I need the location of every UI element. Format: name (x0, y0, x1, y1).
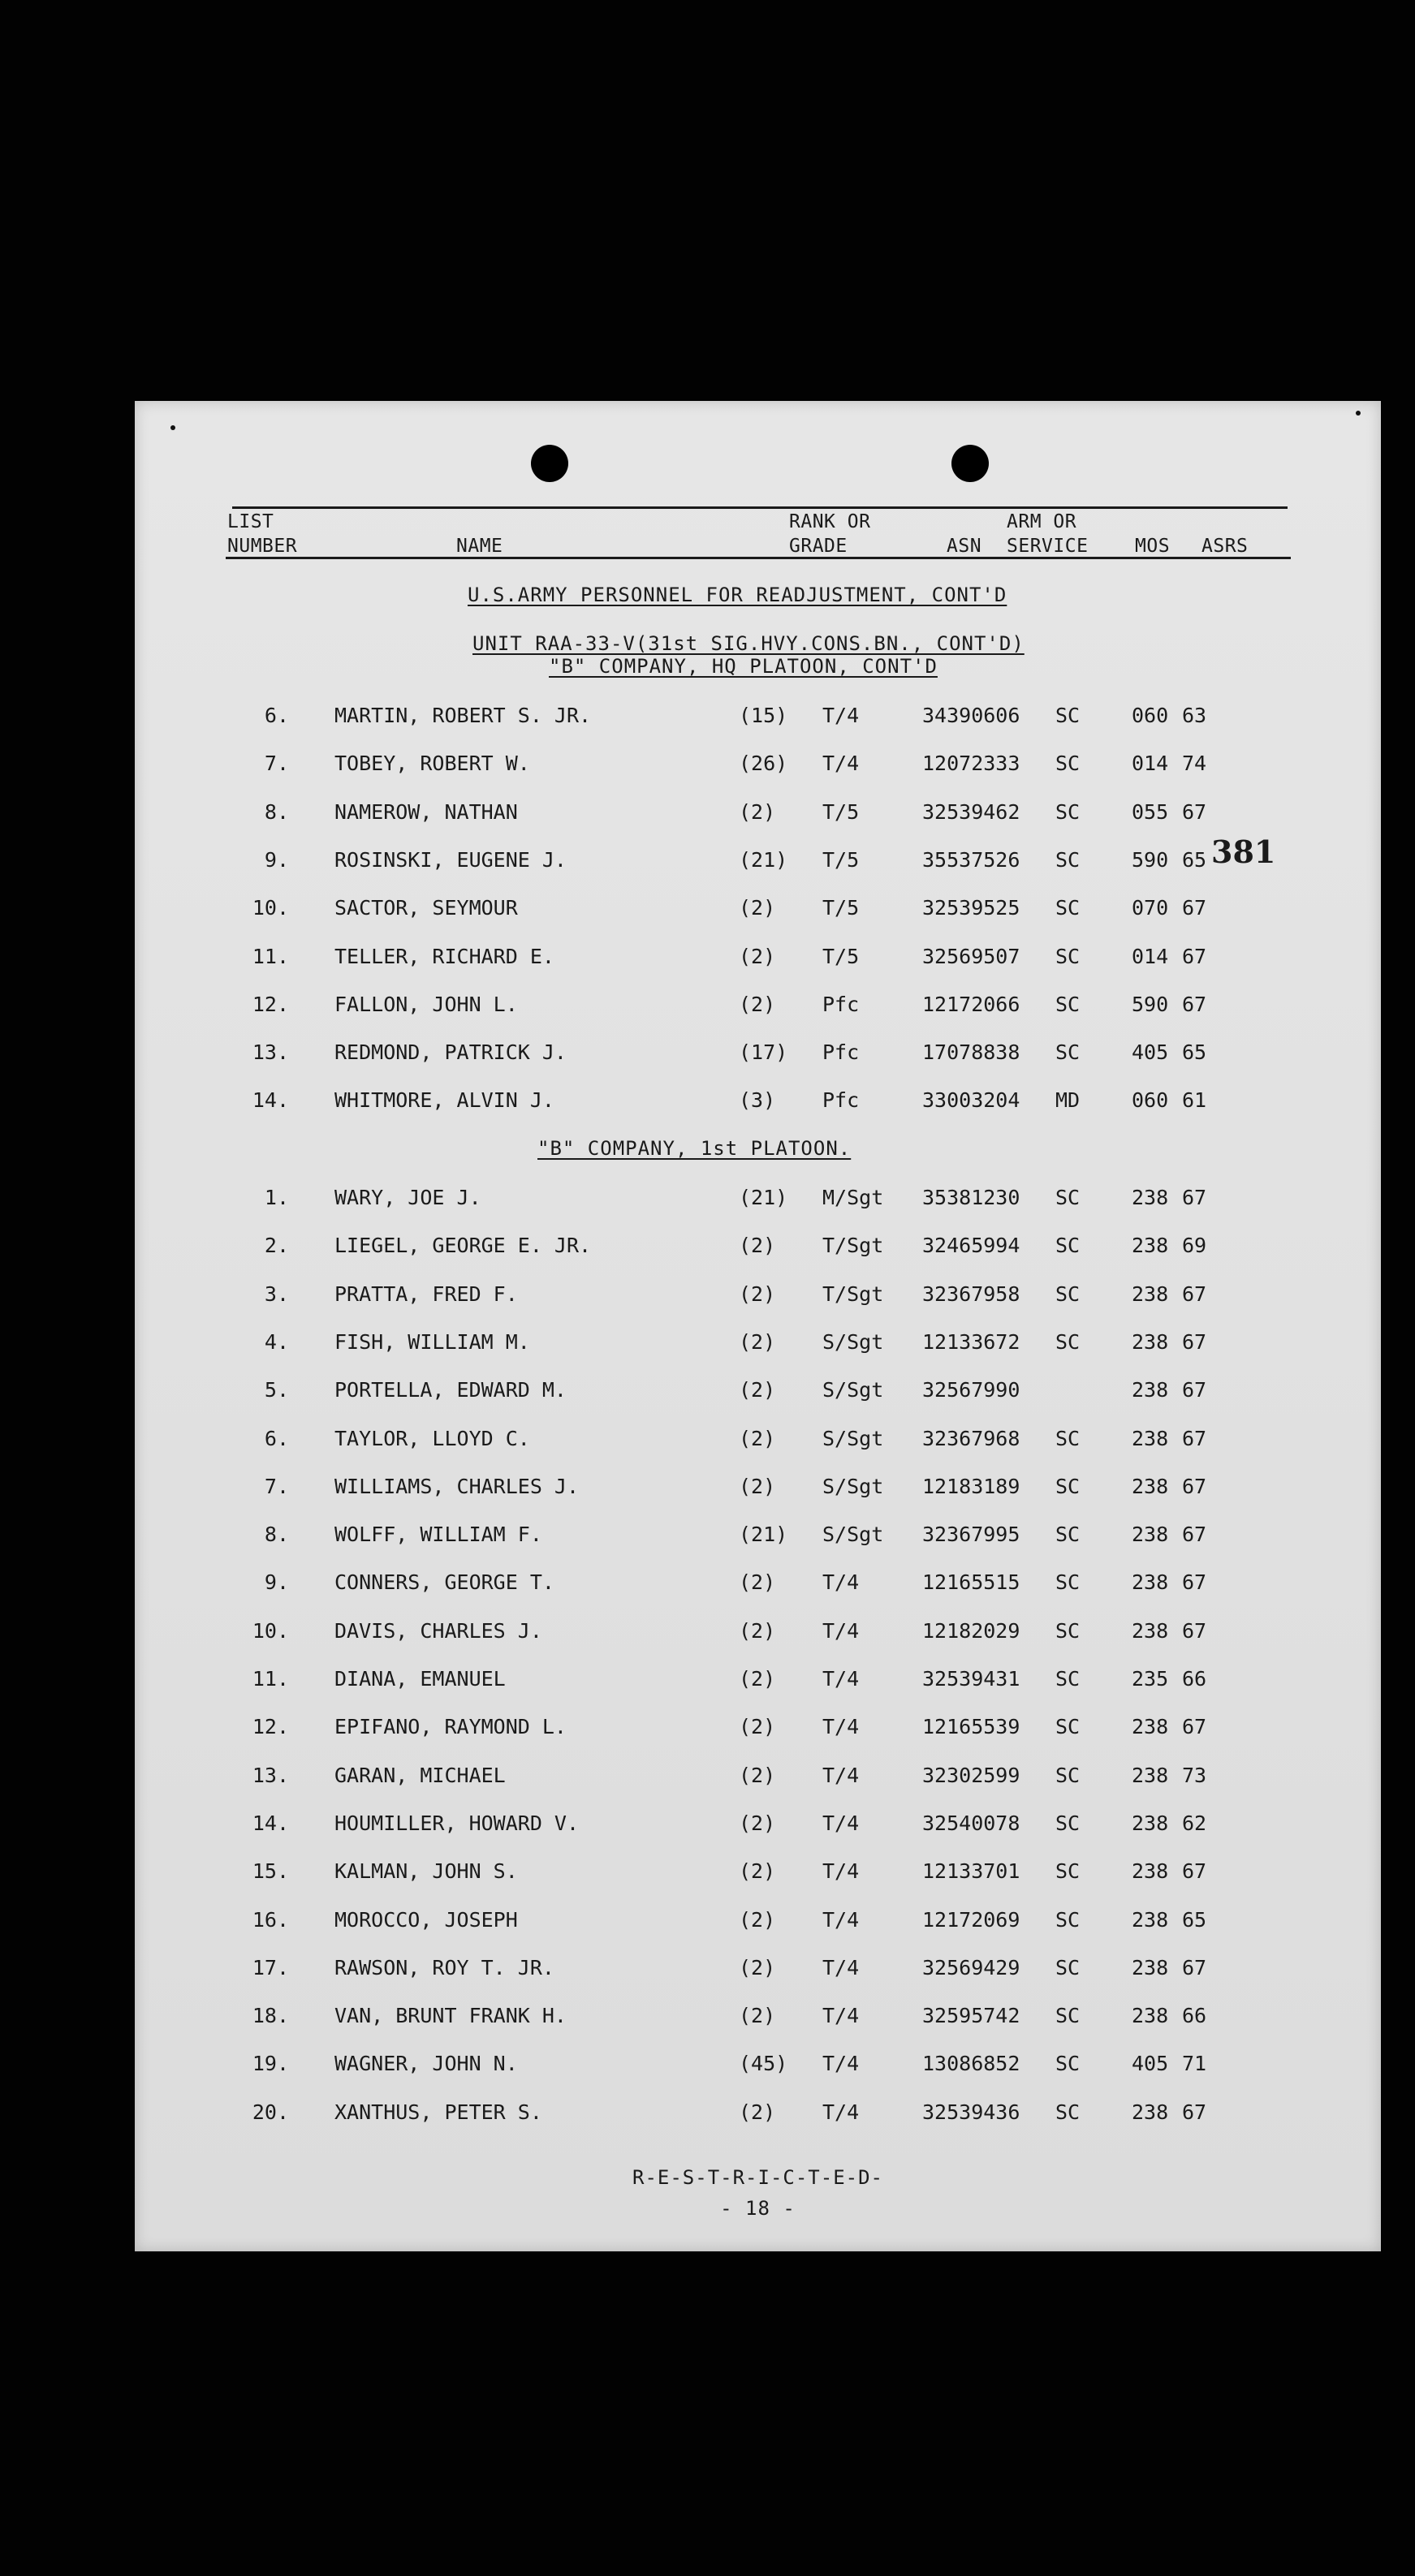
cell-asrs: 73 (1182, 1763, 1207, 1787)
table-row (135, 796, 1381, 829)
cell-asrs: 67 (1182, 2100, 1207, 2124)
cell-asrs: 67 (1182, 896, 1207, 920)
cell-asn: 12133701 (922, 1859, 1020, 1884)
cell-arm-or-service: SC (1055, 1570, 1081, 1595)
cell-asn: 12183189 (922, 1474, 1020, 1498)
cell-name: REDMOND, PATRICK J. (334, 1040, 567, 1065)
cell-rank: S/Sgt (822, 1426, 884, 1450)
cell-asn: 32367968 (922, 1426, 1020, 1450)
cell-mos: 060 (1132, 1088, 1169, 1113)
header-bottom-rule (226, 557, 1291, 559)
cell-mos: 238 (1132, 2100, 1169, 2124)
unit-title: UNIT RAA-33-V(31st SIG.HVY.CONS.BN., CONT'D) (472, 632, 1025, 655)
cell-name: TAYLOR, LLOYD C. (334, 1426, 530, 1450)
cell-asrs: 67 (1182, 1282, 1207, 1306)
cell-code: (2) (739, 1329, 776, 1354)
cell-asn: 12133672 (922, 1329, 1020, 1354)
cell-mos: 238 (1132, 1570, 1169, 1595)
main-title: U.S.ARMY PERSONNEL FOR READJUSTMENT, CONT'D (468, 584, 1007, 606)
cell-mos: 238 (1132, 1186, 1169, 1209)
table-row (135, 1471, 1381, 1503)
cell-asrs: 71 (1182, 2052, 1207, 2076)
cell-asrs: 67 (1182, 1618, 1207, 1643)
cell-name: PORTELLA, EDWARD M. (334, 1378, 567, 1402)
cell-list-number: 20. (252, 2100, 289, 2124)
table-row (135, 1518, 1381, 1551)
cell-rank: M/Sgt (822, 1186, 884, 1209)
cell-rank: Pfc (822, 992, 860, 1016)
cell-name: CONNERS, GEORGE T. (334, 1570, 554, 1595)
cell-rank: S/Sgt (822, 1378, 884, 1402)
cell-asrs: 63 (1182, 704, 1207, 727)
cell-asrs: 67 (1182, 1378, 1207, 1402)
cell-code: (3) (739, 1088, 776, 1113)
cell-rank: S/Sgt (822, 1474, 884, 1498)
cell-mos: 405 (1132, 1040, 1169, 1065)
cell-code: (15) (739, 704, 788, 727)
table-row (135, 700, 1381, 732)
cell-mos: 238 (1132, 1618, 1169, 1643)
cell-arm-or-service: SC (1055, 1040, 1081, 1065)
cell-mos: 238 (1132, 1859, 1169, 1884)
cell-mos: 070 (1132, 896, 1169, 920)
cell-rank: T/4 (822, 752, 860, 776)
cell-mos: 238 (1132, 1329, 1169, 1354)
cell-list-number: 2. (264, 1234, 289, 1258)
cell-code: (2) (739, 799, 776, 824)
cell-list-number: 9. (264, 1570, 289, 1595)
cell-code: (2) (739, 1474, 776, 1498)
table-row (135, 1855, 1381, 1888)
cell-code: (2) (739, 2004, 776, 2028)
cell-asn: 32539436 (922, 2100, 1020, 2124)
cell-asn: 35537526 (922, 847, 1020, 872)
header-asn: ASN (947, 536, 982, 557)
cell-mos: 238 (1132, 1474, 1169, 1498)
cell-rank: T/5 (822, 799, 860, 824)
cell-asn: 34390606 (922, 704, 1020, 727)
table-row (135, 1036, 1381, 1069)
cell-code: (2) (739, 944, 776, 968)
cell-arm-or-service: SC (1055, 704, 1081, 727)
cell-mos: 238 (1132, 1282, 1169, 1306)
cell-mos: 014 (1132, 944, 1169, 968)
cell-mos: 238 (1132, 1763, 1169, 1787)
cell-asrs: 62 (1182, 1811, 1207, 1835)
cell-name: FALLON, JOHN L. (334, 992, 518, 1016)
cell-name: DAVIS, CHARLES J. (334, 1618, 542, 1643)
cell-arm-or-service: SC (1055, 1186, 1081, 1209)
cell-code: (2) (739, 1955, 776, 1979)
table-row (135, 1566, 1381, 1599)
cell-list-number: 10. (252, 1618, 289, 1643)
cell-mos: 014 (1132, 752, 1169, 776)
cell-mos: 235 (1132, 1667, 1169, 1691)
cell-name: VAN, BRUNT FRANK H. (334, 2004, 567, 2028)
cell-list-number: 6. (264, 1426, 289, 1450)
cell-rank: T/4 (822, 2100, 860, 2124)
cell-mos: 238 (1132, 1715, 1169, 1739)
cell-asn: 12165539 (922, 1715, 1020, 1739)
header-asrs: ASRS (1201, 536, 1249, 557)
cell-list-number: 18. (252, 2004, 289, 2028)
cell-asn: 13086852 (922, 2052, 1020, 2076)
cell-list-number: 11. (252, 944, 289, 968)
cell-mos: 238 (1132, 1955, 1169, 1979)
cell-arm-or-service: MD (1055, 1088, 1081, 1113)
cell-rank: T/4 (822, 1715, 860, 1739)
cell-asn: 12172069 (922, 1907, 1020, 1932)
cell-code: (2) (739, 992, 776, 1016)
cell-asn: 32567990 (922, 1378, 1020, 1402)
table-row (135, 2096, 1381, 2129)
cell-asn: 32595742 (922, 2004, 1020, 2028)
cell-name: EPIFANO, RAYMOND L. (334, 1715, 567, 1739)
cell-asrs: 67 (1182, 1715, 1207, 1739)
cell-name: WILLIAMS, CHARLES J. (334, 1474, 580, 1498)
table-row (135, 1760, 1381, 1792)
cell-arm-or-service: SC (1055, 1715, 1081, 1739)
cell-arm-or-service: SC (1055, 2052, 1081, 2076)
cell-code: (26) (739, 752, 788, 776)
cell-code: (2) (739, 1282, 776, 1306)
paper-speck (170, 425, 175, 430)
table-row (135, 1326, 1381, 1359)
cell-list-number: 9. (264, 847, 289, 872)
cell-asn: 35381230 (922, 1186, 1020, 1209)
cell-asn: 32465994 (922, 1234, 1020, 1258)
cell-arm-or-service: SC (1055, 1907, 1081, 1932)
punch-hole-left (531, 445, 568, 482)
table-row (135, 1084, 1381, 1117)
cell-mos: 238 (1132, 1378, 1169, 1402)
cell-list-number: 13. (252, 1763, 289, 1787)
cell-list-number: 12. (252, 1715, 289, 1739)
cell-asn: 33003204 (922, 1088, 1020, 1113)
cell-arm-or-service: SC (1055, 1955, 1081, 1979)
cell-name: PRATTA, FRED F. (334, 1282, 518, 1306)
cell-rank: T/4 (822, 1570, 860, 1595)
cell-list-number: 1. (264, 1186, 289, 1209)
cell-rank: T/4 (822, 704, 860, 727)
cell-name: HOUMILLER, HOWARD V. (334, 1811, 580, 1835)
cell-list-number: 11. (252, 1667, 289, 1691)
cell-asrs: 67 (1182, 1859, 1207, 1884)
cell-list-number: 3. (264, 1282, 289, 1306)
cell-list-number: 5. (264, 1378, 289, 1402)
cell-asrs: 67 (1182, 1570, 1207, 1595)
cell-asrs: 67 (1182, 1474, 1207, 1498)
cell-name: TOBEY, ROBERT W. (334, 752, 530, 776)
cell-rank: T/4 (822, 1859, 860, 1884)
cell-asrs: 66 (1182, 2004, 1207, 2028)
table-row (135, 2048, 1381, 2080)
cell-code: (21) (739, 847, 788, 872)
cell-code: (2) (739, 896, 776, 920)
cell-arm-or-service: SC (1055, 1523, 1081, 1547)
restricted-marking: R-E-S-T-R-I-C-T-E-D- (632, 2166, 883, 2189)
table-row (135, 2000, 1381, 2032)
cell-arm-or-service: SC (1055, 2100, 1081, 2124)
cell-arm-or-service: SC (1055, 992, 1081, 1016)
cell-code: (21) (739, 1523, 788, 1547)
cell-list-number: 8. (264, 1523, 289, 1547)
cell-asrs: 65 (1182, 1040, 1207, 1065)
cell-mos: 238 (1132, 1234, 1169, 1258)
header-top-rule (232, 506, 1288, 509)
cell-asrs: 66 (1182, 1667, 1207, 1691)
cell-name: FISH, WILLIAM M. (334, 1329, 530, 1354)
header-mos: MOS (1135, 536, 1171, 557)
table-row (135, 747, 1381, 780)
table-row (135, 844, 1381, 877)
cell-asrs: 69 (1182, 1234, 1207, 1258)
cell-code: (17) (739, 1040, 788, 1065)
cell-rank: T/4 (822, 1811, 860, 1835)
cell-rank: S/Sgt (822, 1523, 884, 1547)
cell-arm-or-service: SC (1055, 1763, 1081, 1787)
cell-list-number: 16. (252, 1907, 289, 1932)
cell-mos: 238 (1132, 1907, 1169, 1932)
table-row (135, 1952, 1381, 1984)
hq-platoon-title: "B" COMPANY, HQ PLATOON, CONT'D (549, 655, 938, 678)
table-row (135, 1278, 1381, 1311)
cell-arm-or-service: SC (1055, 1859, 1081, 1884)
cell-asrs: 67 (1182, 1523, 1207, 1547)
cell-arm-or-service: SC (1055, 1282, 1081, 1306)
cell-name: DIANA, EMANUEL (334, 1667, 506, 1691)
cell-code: (2) (739, 1715, 776, 1739)
document-sheet (135, 401, 1381, 2251)
cell-rank: T/Sgt (822, 1282, 884, 1306)
cell-name: MOROCCO, JOSEPH (334, 1907, 518, 1932)
cell-arm-or-service: SC (1055, 1811, 1081, 1835)
cell-name: RAWSON, ROY T. JR. (334, 1955, 554, 1979)
cell-code: (2) (739, 1667, 776, 1691)
cell-asrs: 65 (1182, 1907, 1207, 1932)
cell-list-number: 12. (252, 992, 289, 1016)
cell-list-number: 10. (252, 896, 289, 920)
header-name: NAME (456, 536, 503, 557)
cell-asn: 32540078 (922, 1811, 1020, 1835)
cell-asn: 12072333 (922, 752, 1020, 776)
cell-rank: T/5 (822, 847, 860, 872)
cell-arm-or-service: SC (1055, 1329, 1081, 1354)
cell-mos: 590 (1132, 847, 1169, 872)
cell-asrs: 67 (1182, 944, 1207, 968)
cell-mos: 238 (1132, 1426, 1169, 1450)
cell-rank: T/4 (822, 1907, 860, 1932)
table-row (135, 1663, 1381, 1695)
cell-mos: 055 (1132, 799, 1169, 824)
cell-arm-or-service: SC (1055, 896, 1081, 920)
cell-arm-or-service: SC (1055, 2004, 1081, 2028)
cell-list-number: 17. (252, 1955, 289, 1979)
cell-rank: T/4 (822, 2004, 860, 2028)
cell-code: (45) (739, 2052, 788, 2076)
cell-code: (2) (739, 1618, 776, 1643)
cell-asn: 32302599 (922, 1763, 1020, 1787)
cell-rank: T/Sgt (822, 1234, 884, 1258)
cell-name: ROSINSKI, EUGENE J. (334, 847, 567, 872)
table-row (135, 989, 1381, 1021)
cell-code: (2) (739, 1234, 776, 1258)
table-row (135, 1230, 1381, 1262)
cell-list-number: 4. (264, 1329, 289, 1354)
cell-rank: T/5 (822, 944, 860, 968)
cell-rank: T/4 (822, 1618, 860, 1643)
cell-arm-or-service: SC (1055, 799, 1081, 824)
cell-name: WHITMORE, ALVIN J. (334, 1088, 554, 1113)
cell-name: XANTHUS, PETER S. (334, 2100, 542, 2124)
header-rank-or-grade: RANK OR GRADE (789, 511, 871, 557)
first-platoon-title: "B" COMPANY, 1st PLATOON. (537, 1137, 852, 1160)
cell-arm-or-service: SC (1055, 752, 1081, 776)
cell-list-number: 7. (264, 752, 289, 776)
cell-code: (2) (739, 1426, 776, 1450)
table-row (135, 1182, 1381, 1214)
cell-asn: 32539462 (922, 799, 1020, 824)
cell-mos: 238 (1132, 1523, 1169, 1547)
cell-list-number: 19. (252, 2052, 289, 2076)
cell-asn: 32539525 (922, 896, 1020, 920)
cell-name: NAMEROW, NATHAN (334, 799, 518, 824)
cell-asn: 12172066 (922, 992, 1020, 1016)
cell-code: (2) (739, 1378, 776, 1402)
cell-asrs: 67 (1182, 1186, 1207, 1209)
cell-mos: 238 (1132, 1811, 1169, 1835)
cell-asrs: 74 (1182, 752, 1207, 776)
cell-arm-or-service: SC (1055, 1426, 1081, 1450)
cell-mos: 590 (1132, 992, 1169, 1016)
cell-asn: 32367995 (922, 1523, 1020, 1547)
table-row (135, 1904, 1381, 1936)
table-row (135, 892, 1381, 924)
table-row (135, 1615, 1381, 1648)
cell-arm-or-service: SC (1055, 847, 1081, 872)
cell-name: LIEGEL, GEORGE E. JR. (334, 1234, 592, 1258)
header-arm-or-service: ARM OR SERVICE (1007, 511, 1089, 557)
cell-asrs: 67 (1182, 1329, 1207, 1354)
cell-list-number: 15. (252, 1859, 289, 1884)
cell-code: (2) (739, 1763, 776, 1787)
cell-asn: 12165515 (922, 1570, 1020, 1595)
cell-rank: T/4 (822, 1667, 860, 1691)
cell-mos: 060 (1132, 704, 1169, 727)
cell-code: (2) (739, 1859, 776, 1884)
page-number: - 18 - (720, 2197, 796, 2220)
cell-code: (2) (739, 1907, 776, 1932)
punch-hole-right (951, 445, 989, 482)
cell-asrs: 67 (1182, 1426, 1207, 1450)
cell-code: (2) (739, 1570, 776, 1595)
table-row (135, 1423, 1381, 1455)
cell-asrs: 65 (1182, 847, 1207, 872)
cell-mos: 238 (1132, 2004, 1169, 2028)
cell-code: (2) (739, 2100, 776, 2124)
cell-asn: 32367958 (922, 1282, 1020, 1306)
cell-asn: 17078838 (922, 1040, 1020, 1065)
cell-rank: T/4 (822, 1763, 860, 1787)
header-list-number: LIST NUMBER (227, 511, 298, 557)
cell-arm-or-service: SC (1055, 1618, 1081, 1643)
table-row (135, 941, 1381, 973)
cell-rank: Pfc (822, 1088, 860, 1113)
cell-code: (2) (739, 1811, 776, 1835)
cell-list-number: 13. (252, 1040, 289, 1065)
table-row (135, 1711, 1381, 1743)
cell-name: SACTOR, SEYMOUR (334, 896, 518, 920)
cell-name: KALMAN, JOHN S. (334, 1859, 518, 1884)
cell-asrs: 61 (1182, 1088, 1207, 1113)
cell-asrs: 67 (1182, 1955, 1207, 1979)
cell-name: WOLFF, WILLIAM F. (334, 1523, 542, 1547)
cell-mos: 405 (1132, 2052, 1169, 2076)
cell-name: MARTIN, ROBERT S. JR. (334, 704, 592, 727)
cell-asn: 12182029 (922, 1618, 1020, 1643)
table-row (135, 1807, 1381, 1840)
cell-name: WARY, JOE J. (334, 1186, 481, 1209)
table-row (135, 1374, 1381, 1406)
cell-list-number: 14. (252, 1088, 289, 1113)
cell-name: WAGNER, JOHN N. (334, 2052, 518, 2076)
cell-rank: T/4 (822, 2052, 860, 2076)
cell-asn: 32539431 (922, 1667, 1020, 1691)
cell-arm-or-service: SC (1055, 1234, 1081, 1258)
paper-speck (1356, 411, 1361, 416)
cell-arm-or-service: SC (1055, 1474, 1081, 1498)
cell-name: TELLER, RICHARD E. (334, 944, 554, 968)
cell-asn: 32569507 (922, 944, 1020, 968)
cell-asrs: 67 (1182, 992, 1207, 1016)
cell-name: GARAN, MICHAEL (334, 1763, 506, 1787)
cell-rank: T/5 (822, 896, 860, 920)
cell-list-number: 6. (264, 704, 289, 727)
cell-list-number: 7. (264, 1474, 289, 1498)
cell-asn: 32569429 (922, 1955, 1020, 1979)
page-stamp-number: 381 (1211, 834, 1276, 870)
cell-arm-or-service: SC (1055, 1667, 1081, 1691)
cell-list-number: 14. (252, 1811, 289, 1835)
cell-rank: Pfc (822, 1040, 860, 1065)
cell-rank: T/4 (822, 1955, 860, 1979)
cell-code: (21) (739, 1186, 788, 1209)
cell-rank: S/Sgt (822, 1329, 884, 1354)
cell-arm-or-service: SC (1055, 944, 1081, 968)
cell-asrs: 67 (1182, 799, 1207, 824)
cell-list-number: 8. (264, 799, 289, 824)
